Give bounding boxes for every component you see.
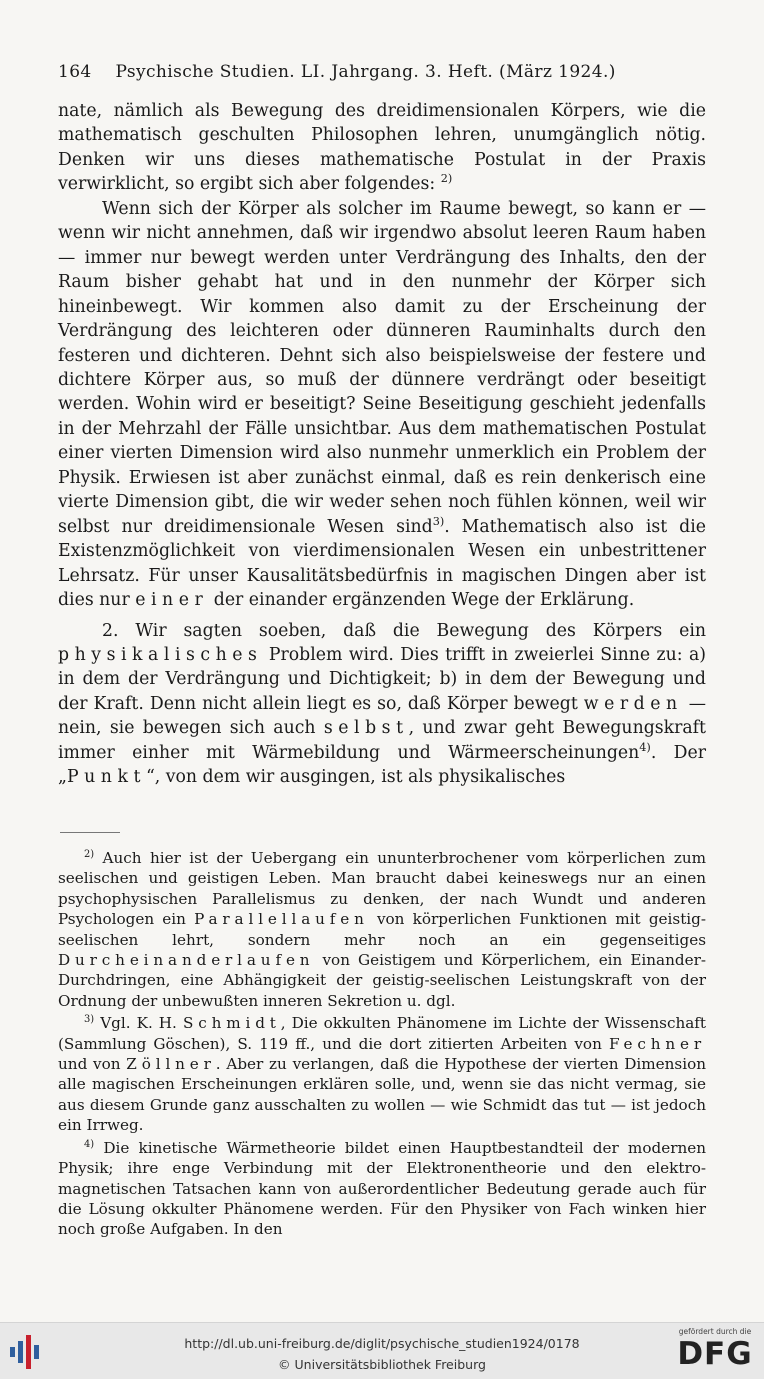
emphasis-punkt: Punkt	[66, 767, 146, 788]
paragraph-text: Wenn sich der Körper als solcher im Raume bewegt, so kann er — wenn wir nicht annehmen, daß wir irgendwo absolut leeren Raum haben — immer nur bewegt werden unter Verdrängung des Inhalts, den der Raum bisher gehabt hat und in den nunmehr der Körper sich hineinbewegt. Wir kommen also damit zu der Erscheinung der Verdrängung des leichteren oder dünneren Rauminhalts durch den festeren und dichteren. Dehnt sich also beispielsweise der festere und dichtere Körper aus, so muß der dünnere verdrängt oder beseitigt werden. Wohin wird er beseitigt? Seine Beseitigung geschieht jedenfalls in der Mehrzahl der Fälle unsichtbar. Aus dem mathematischen Postulat einer vierten Dimension wird also nunmehr unmerklich ein Problem der Physik. Erwiesen ist aber zunächst einmal, daß es rein denkerisch eine vierte Dimension gibt, die wir weder sehen noch fühlen können, weil wir selbst nur dreidimensionale Wesen sind	[58, 198, 706, 537]
paragraph-text: “, von dem wir ausgingen, ist als physikalisches	[145, 767, 566, 788]
dfg-caption: gefördert durch die	[678, 1327, 752, 1336]
paragraph-text: . Mathematisch also ist die Existenzmöglichkeit von vierdimensionalen Wesen ein unbestrittener Lehrsatz. Für unser Kausalitätsbedürfnis in magischen Dingen aber ist dies nur	[58, 516, 706, 611]
emphasis-physikalisches: physikalisches	[58, 644, 263, 665]
emphasis-werden: werden	[583, 693, 683, 714]
footnote-separator	[60, 832, 120, 833]
paragraph-text: — nein, sie bewegen sich auch	[58, 693, 706, 739]
paragraph-text: , und zwar geht Bewegungskraft immer einher mit Wärmebildung und Wärmeerscheinungen	[58, 718, 706, 763]
footnote-text: von körperlichen Funktionen mit geistig-seelischen lehrt, sondern mehr noch an ein gegenseitiges	[58, 910, 707, 949]
running-header	[58, 62, 706, 82]
footnote-ref-4: 4)	[639, 741, 651, 755]
running-title: Psychische Studien. LI. Jahrgang. 3. Heft. (März 1924.)	[115, 62, 616, 82]
footnote-4	[58, 1138, 706, 1240]
footnote-mark: 4)	[84, 1138, 95, 1150]
paragraph-text: der einander ergänzenden Wege der Erklärung.	[213, 590, 635, 611]
paragraph-1	[58, 99, 706, 197]
footnote-text: . Aber zu verlangen, daß die Hypothese der vierten Dimension alle magischen Erscheinungen erklären solle, und, wenn sie das nicht vermag, sie aus diesem Grunde ganz ausschalten zu wollen — wie Schmidt das tut — ist jedoch ein Irrweg.	[58, 1055, 707, 1135]
footnote-text: und von	[58, 1055, 121, 1074]
footnote-text: von Geistigem und Körperlichem, ein Einander-Durchdringen, eine Abhängigkeit der geistig-seelischen Leistungskraft von der Ordnung der unbewußten inneren Sekretion u. dgl.	[58, 951, 706, 1010]
dfg-logo	[672, 1327, 758, 1375]
footnote-text: Die kinetische Wärmetheorie bildet einen Hauptbestandteil der modernen Physik; ihre enge Verbindung mit der Elektronentheorie und den elektro-magnetischen Tatsachen kann von außerordentlicher Bedeutung gerade auch für die Lösung okkulter Phänomene werden. Für den Physiker von Fach winken hier noch große Aufgaben. In den	[58, 1138, 706, 1239]
footnote-mark: 2)	[84, 848, 95, 860]
footnote-ref-2: 2)	[440, 172, 453, 186]
dfg-wordmark: DFG	[677, 1336, 753, 1372]
footnote-text: , Die okkulten Phänomene im Lichte der Wissenschaft (Sammlung Göschen), S. 119 ff., und die dort zitierten Arbeiten von	[58, 1014, 707, 1053]
footnote-text: Auch hier ist der Uebergang ein ununterbrochener vom körperlichen zum seelischen und geistigen Leben. Man braucht dabei keineswegs nur an einen psychophysischen Parallelismus zu denken, der nach Wundt und anderen Psychologen ein	[58, 849, 707, 929]
paragraph-text: . Der „	[58, 742, 706, 788]
paragraph-text: 2. Wir sagten soeben, daß die Bewegung des Körpers ein	[102, 620, 706, 641]
emphasis-selbst: selbst	[323, 718, 409, 739]
footnote-mark: 3)	[84, 1014, 95, 1026]
paragraph-3	[58, 619, 706, 790]
paragraph-text: Problem wird. Dies trifft in zweierlei Sinne zu: a) in dem der Verdrängung und Dichtigkeit; b) in dem der Bewegung und der Kraft. Denn nicht allein liegt es so, daß Körper bewegt	[58, 644, 706, 714]
emphasis-fechner: Fechner	[608, 1034, 707, 1053]
viewer-footer	[0, 1322, 764, 1379]
emphasis-zoellner: Zöllner	[126, 1055, 216, 1074]
footnote-3	[58, 1013, 706, 1135]
footnote-ref-3: 3)	[432, 514, 445, 528]
emphasis-einer: einer	[135, 590, 209, 611]
paragraph-2	[58, 197, 706, 613]
paragraph-text: nate, nämlich als Bewegung des dreidimensionalen Körpers, wie die mathematisch geschulten Philosophen lehren, unumgänglich nötig. Denken wir uns dieses mathematische Postulat in der Praxis verwirklicht, so ergibt sich aber folgendes:	[58, 101, 706, 195]
main-text	[58, 99, 706, 790]
footnote-text: Vgl. K. H.	[100, 1014, 177, 1033]
emphasis-parallellaufen: Parallellaufen	[194, 910, 369, 929]
footnotes	[58, 848, 706, 1242]
permalink-url[interactable]: http://dl.ub.uni-freiburg.de/diglit/psychische_studien1924/0178	[184, 1336, 580, 1351]
copyright-notice: © Universitätsbibliothek Freiburg	[278, 1357, 486, 1372]
page-number: 164	[58, 62, 92, 82]
emphasis-durcheinanderlaufen: Durcheinanderlaufen	[58, 951, 315, 970]
emphasis-schmidt: Schmidt	[182, 1014, 281, 1033]
footnote-2	[58, 848, 706, 1011]
